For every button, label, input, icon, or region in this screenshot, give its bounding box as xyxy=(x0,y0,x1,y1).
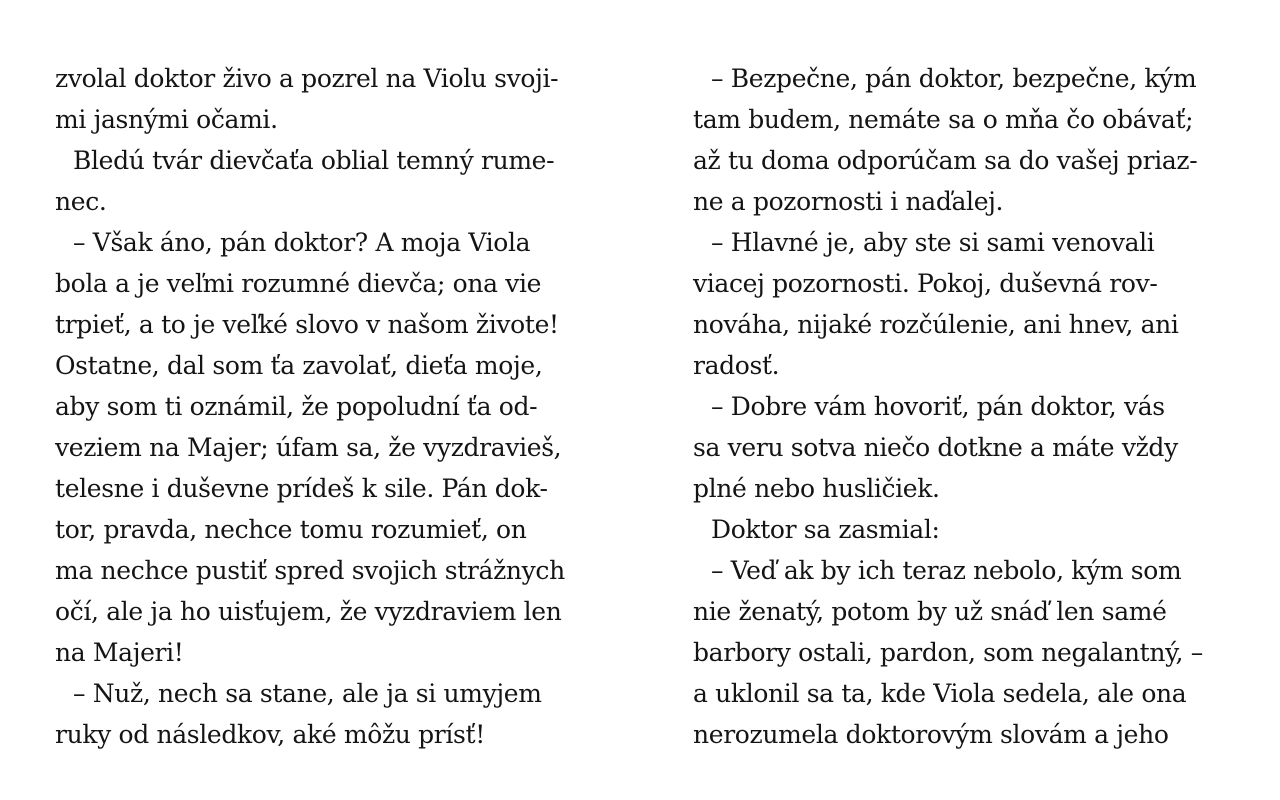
text-line: viacej pozornosti. Pokoj, duševná rov- xyxy=(693,269,1158,298)
text-line: očí, ale ja ho uisťujem, že vyzdraviem len xyxy=(55,597,562,626)
text-line: – Však áno, pán doktor? A moja Viola xyxy=(73,228,531,257)
text-line: – Hlavné je, aby ste si sami venovali xyxy=(711,228,1155,257)
text-line: tam budem, nemáte sa o mňa čo obávať; xyxy=(693,105,1194,134)
text-line: zvolal doktor živo a pozrel na Violu svoji- xyxy=(55,64,559,93)
text-line: – Nuž, nech sa stane, ale ja si umyjem xyxy=(73,679,542,708)
text-line: plné nebo husličiek. xyxy=(693,474,940,503)
text-line: tor, pravda, nechce tomu rozumieť, on xyxy=(55,515,527,544)
text-line: a uklonil sa ta, kde Viola sedela, ale ona xyxy=(693,679,1187,708)
text-line: Ostatne, dal som ťa zavolať, dieťa moje, xyxy=(55,351,543,380)
text-line: ma nechce pustiť spred svojich strážnych xyxy=(55,556,565,585)
text-line: až tu doma odporúčam sa do vašej priaz- xyxy=(693,146,1198,175)
text-line: mi jasnými očami. xyxy=(55,105,278,134)
text-line: nie ženatý, potom by už snáď len samé xyxy=(693,597,1167,626)
text-line: bola a je veľmi rozumné dievča; ona vie xyxy=(55,269,542,298)
text-line: – Veď ak by ich teraz nebolo, kým som xyxy=(711,556,1182,585)
left-page xyxy=(55,58,615,755)
text-line: radosť. xyxy=(693,351,780,380)
text-line: nec. xyxy=(55,187,107,216)
text-line: ne a pozornosti i naďalej. xyxy=(693,187,1004,216)
text-line: nerozumela doktorovým slovám a jeho xyxy=(693,720,1169,749)
text-line: trpieť, a to je veľké slovo v našom živote! xyxy=(55,310,559,339)
text-line: veziem na Majer; úfam sa, že vyzdravieš, xyxy=(55,433,562,462)
text-line: sa veru sotva niečo dotkne a máte vždy xyxy=(693,433,1178,462)
text-line: ruky od následkov, aké môžu prísť! xyxy=(55,720,485,749)
text-line: Bledú tvár dievčaťa oblial temný rume- xyxy=(73,146,555,175)
text-line: na Majeri! xyxy=(55,638,184,667)
text-line: telesne i duševne prídeš k sile. Pán dok- xyxy=(55,474,548,503)
text-line: aby som ti oznámil, že popoludní ťa od- xyxy=(55,392,538,421)
text-line: – Dobre vám hovoriť, pán doktor, vás xyxy=(711,392,1165,421)
text-line: nováha, nijaké rozčúlenie, ani hnev, ani xyxy=(693,310,1179,339)
text-line: – Bezpečne, pán doktor, bezpečne, kým xyxy=(711,64,1197,93)
right-page xyxy=(693,58,1253,755)
text-line: Doktor sa zasmial: xyxy=(711,515,940,544)
text-line: barbory ostali, pardon, som negalantný, – xyxy=(693,638,1203,667)
